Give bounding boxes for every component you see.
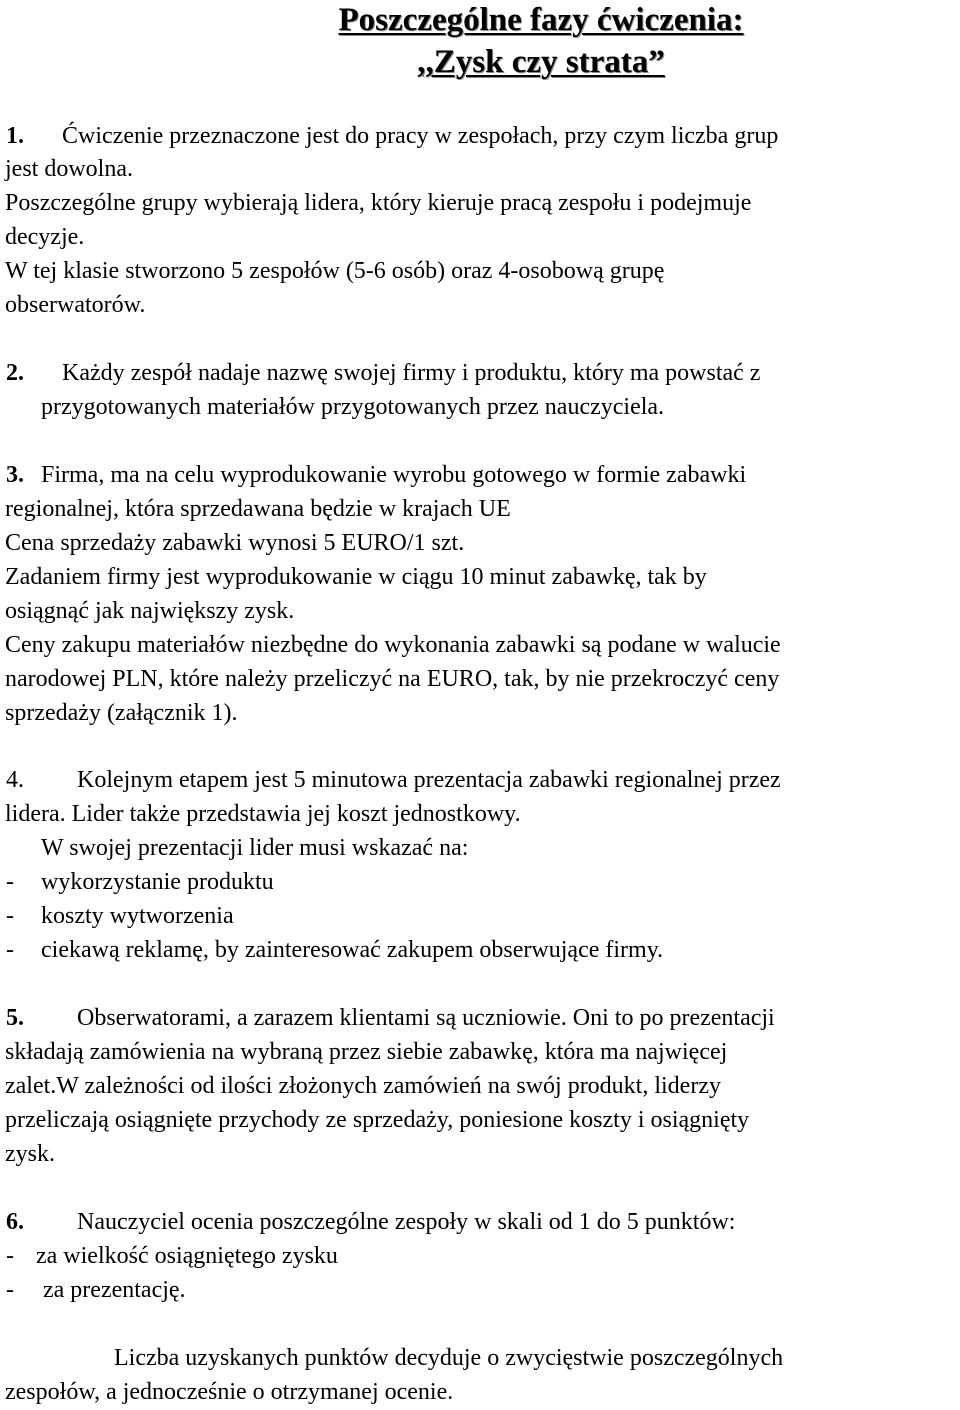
step-6-number: 6. (6, 1209, 24, 1235)
step-2-line-1: Każdy zespół nadaje nazwę swojej firmy i produktu, który ma powstać z (62, 360, 761, 386)
closing-line-2: zespołów, a jednocześnie o otrzymanej ocenie. (5, 1379, 454, 1405)
step-3-number: 3. (6, 462, 24, 488)
step-1-line-6: obserwatorów. (5, 292, 146, 318)
step-3-line-2: regionalnej, która sprzedawana będzie w krajach UE (5, 496, 511, 522)
step-6-bullet-1-dash: - (6, 1243, 14, 1269)
step-1-line-5: W tej klasie stworzono 5 zespołów (5-6 osób) oraz 4-osobową grupę (5, 258, 665, 284)
step-4-number: 4. (6, 767, 24, 793)
step-6-bullet-2: za prezentację. (43, 1277, 186, 1303)
step-4-bullet-1-dash: - (6, 869, 14, 895)
document-title-line-2: ,,Zysk czy strata” (417, 44, 665, 80)
closing-line-1: Liczba uzyskanych punktów decyduje o zwycięstwie poszczególnych (114, 1345, 784, 1371)
step-4-line-2: lidera. Lider także przedstawia jej koszt jednostkowy. (5, 801, 521, 827)
step-4-bullet-1: wykorzystanie produktu (41, 869, 274, 895)
step-3-line-8: sprzedaży (załącznik 1). (5, 700, 238, 726)
step-6-line-1: Nauczyciel ocenia poszczególne zespoły w skali od 1 do 5 punktów: (77, 1209, 736, 1235)
step-1-line-2: jest dowolna. (5, 156, 133, 182)
step-5-line-1: Obserwatorami, a zarazem klientami są uczniowie. Oni to po prezentacji (77, 1005, 775, 1031)
step-6-bullet-2-dash: - (6, 1277, 14, 1303)
step-4-line-1: Kolejnym etapem jest 5 minutowa prezentacja zabawki regionalnej przez (77, 767, 781, 793)
step-3-line-3: Cena sprzedaży zabawki wynosi 5 EURO/1 szt. (5, 530, 465, 556)
step-5-number: 5. (6, 1005, 24, 1031)
step-4-bullet-2-dash: - (6, 903, 14, 929)
step-4-bullet-3-dash: - (6, 937, 14, 963)
step-2-number: 2. (6, 360, 24, 386)
step-1-number: 1. (6, 123, 24, 149)
step-3-line-6: Ceny zakupu materiałów niezbędne do wykonania zabawki są podane w walucie (5, 632, 781, 658)
step-1-line-4: decyzje. (5, 224, 85, 250)
step-2-line-2: przygotowanych materiałów przygotowanych przez nauczyciela. (41, 394, 665, 420)
step-1-line-3: Poszczególne grupy wybierają lidera, który kieruje pracą zespołu i podejmuje (5, 190, 752, 216)
step-6-bullet-1: za wielkość osiągniętego zysku (36, 1243, 338, 1269)
step-1-line-1: Ćwiczenie przeznaczone jest do pracy w zespołach, przy czym liczba grup (62, 123, 779, 149)
step-3-line-4: Zadaniem firmy jest wyprodukowanie w ciągu 10 minut zabawkę, tak by (5, 564, 707, 590)
step-4-bullet-3: ciekawą reklamę, by zainteresować zakupem obserwujące firmy. (41, 937, 664, 963)
document-title-line-1: Poszczególne fazy ćwiczenia: (338, 2, 744, 38)
step-5-line-2: składają zamówienia na wybraną przez siebie zabawkę, która ma najwięcej (5, 1039, 728, 1065)
step-5-line-5: zysk. (5, 1141, 55, 1167)
step-5-line-3: zalet.W zależności od ilości złożonych zamówień na swój produkt, liderzy (5, 1073, 721, 1099)
step-3-line-7: narodowej PLN, które należy przeliczyć na EURO, tak, by nie przekroczyć ceny (5, 666, 780, 692)
step-5-line-4: przeliczają osiągnięte przychody ze sprzedaży, poniesione koszty i osiągnięty (5, 1107, 750, 1133)
step-3-line-5: osiągnąć jak największy zysk. (5, 598, 295, 624)
step-4-bullet-2: koszty wytworzenia (41, 903, 234, 929)
step-4-line-3: W swojej prezentacji lider musi wskazać na: (41, 835, 469, 861)
step-3-line-1: Firma, ma na celu wyprodukowanie wyrobu gotowego w formie zabawki (41, 462, 747, 488)
